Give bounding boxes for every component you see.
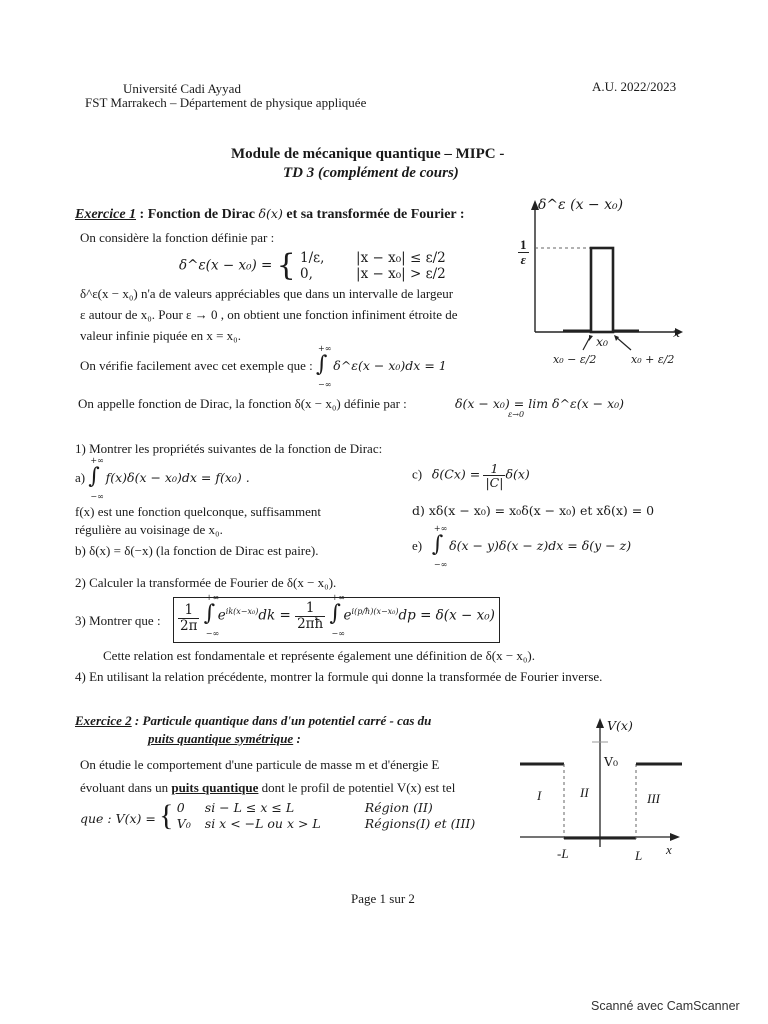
module-title: Module de mécanique quantique – MIPC - [231, 146, 505, 162]
fig1-left-tick: x₀ − ε/2 [553, 353, 597, 366]
fig1-ylabel: δ^ε (x − x₀) [538, 197, 624, 213]
ex2-line1: On étudie le comportement d'une particule de masse m et d'énergie E [80, 757, 440, 772]
question3-boxed-formula: $\frac{1}{2\pi}$ +∞ ∫ −∞ $e^{ik(x-x_0)}dk$ = $\frac{1}{2\pi ħ}$ +∞ ∫ −∞ $e^{i(p/ħ)(x-x_0)}dp = \delta(x - x_0)$ [173, 597, 500, 643]
exercise1-heading-a: : Fonction de Dirac [136, 207, 259, 222]
property-e: e) +∞ ∫ −∞ δ(x − y)δ(x − z)dx = δ(y − z) [412, 524, 632, 569]
ex2-potential-def: que : V(x) = { 0 si − L ≤ x ≤ L Région (II) V₀ si x < −L ou x > L Régions(I) et (III) [80, 799, 476, 832]
def-cases [300, 250, 446, 282]
ex1-intro: On considère la fonction définie par : [80, 230, 275, 245]
question3-note: Cette relation est fondamentale et représente également une définition de δ(x − x₀). [103, 648, 536, 663]
verify-equation: δ^ε(x − x₀)dx = 1 [333, 357, 447, 373]
page-number: Page 1 sur 2 [351, 891, 415, 906]
property-c: c) δ(Cx) = $\frac{1}{|C|}$ δ(x) [412, 461, 530, 491]
camscanner-watermark: Scanné avec CamScanner [591, 999, 740, 1013]
exercise1-heading [75, 206, 465, 223]
integral-sign: +∞ ∫ −∞ [88, 456, 104, 501]
property-a: a) +∞ ∫ −∞ f(x)δ(x − x₀)dx = f(x₀) . [75, 456, 250, 501]
dirac-definition: On appelle fonction de Dirac, la fonction δ(x − x₀) définie par : [78, 396, 407, 411]
question3-label: 3) Montrer que : [75, 613, 161, 628]
exercise2-heading2: puits quantique symétrique : [148, 731, 301, 746]
fig1-arrow-left [583, 337, 590, 350]
fig1-xlabel: x [673, 325, 681, 340]
case2-cond: |x − x₀| > ε/2 [356, 266, 446, 282]
exercise1-label: Exercice 1 [75, 207, 137, 222]
fig2-ylabel: V(x) [607, 718, 633, 733]
fig1-yvalue: $\frac{1}{\varepsilon}$ [520, 237, 527, 267]
property-d: d) xδ(x − x₀) = x₀δ(x − x₀) et xδ(x) = 0 [412, 503, 655, 518]
fig1-x0: x₀ [596, 334, 609, 349]
integral-sign: +∞ ∫ −∞ [316, 344, 332, 389]
exercise1-heading-b: et sa transformée de Fourier : [282, 207, 465, 222]
dirac-limit-sub: ε→0 [508, 410, 525, 419]
question1: 1) Montrer les propriétés suivantes de la fonction de Dirac: [75, 441, 383, 456]
fig2-l: L [635, 848, 643, 863]
question4: 4) En utilisant la relation précédente, montrer la formule qui donne la transformée de Fourier inverse. [75, 669, 603, 684]
case1-cond: |x − x₀| ≤ ε/2 [356, 250, 446, 266]
department-name: FST Marrakech – Département de physique appliquée [85, 95, 367, 110]
potential-well-figure [510, 712, 690, 862]
ex1-verify [80, 344, 447, 389]
property-a-note2: régulière au voisinage de x₀. [75, 522, 223, 537]
fig1-pulse [591, 248, 613, 332]
exercise1-heading-sym: δ(x) [258, 206, 283, 221]
case2-val: 0, [300, 266, 313, 282]
def-lhs: δ^ε(x − x₀) = [179, 257, 273, 274]
academic-year: A.U. 2022/2023 [592, 79, 677, 94]
exercise2-heading: Exercice 2 : Particule quantique dans d'un potentiel carré - cas du [75, 713, 432, 728]
ex1-text1: δ^ε(x − x₀) n'a de valeurs appréciables que dans un intervalle de largeur [80, 286, 454, 301]
dirac-limit: δ(x − x₀) = lim δ^ε(x − x₀) [455, 396, 625, 411]
fig2-xlabel: x [666, 842, 672, 857]
fig1-arrow-right [616, 337, 631, 350]
ex2-line2: évoluant dans un puits quantique dont le profil de potentiel V(x) est tel [80, 780, 456, 795]
ex1-text3: valeur infinie piquée en x = x₀. [80, 328, 241, 343]
exercise2-label: Exercice 2 [75, 713, 132, 728]
fig2-region2: II [580, 785, 589, 800]
td-title: TD 3 (complément de cours) [283, 165, 459, 181]
property-a-note1: f(x) est une fonction quelconque, suffisamment [75, 504, 321, 519]
case1-val: 1/ε, [300, 250, 325, 266]
def-brace: { [276, 248, 296, 283]
integral-sign: +∞ ∫ −∞ [431, 524, 448, 569]
university-name: Université Cadi Ayyad [123, 81, 241, 96]
ex1-text2: ε autour de x₀. Pour ε → 0 , on obtient une fonction infiniment étroite de [80, 307, 458, 322]
fig2-region1: I [537, 788, 542, 803]
property-b: b) δ(x) = δ(−x) (la fonction de Dirac est paire). [75, 543, 319, 558]
fig1-right-tick: x₀ + ε/2 [631, 353, 675, 366]
question2: 2) Calculer la transformée de Fourier de δ(x − x₀). [75, 575, 337, 590]
ex1-definition [179, 250, 446, 282]
verify-text: On vérifie facilement avec cet exemple que : [80, 357, 313, 373]
fig2-region3: III [647, 791, 660, 806]
fig2-minus-l: -L [557, 846, 569, 861]
fig2-v0: V₀ [604, 754, 619, 769]
